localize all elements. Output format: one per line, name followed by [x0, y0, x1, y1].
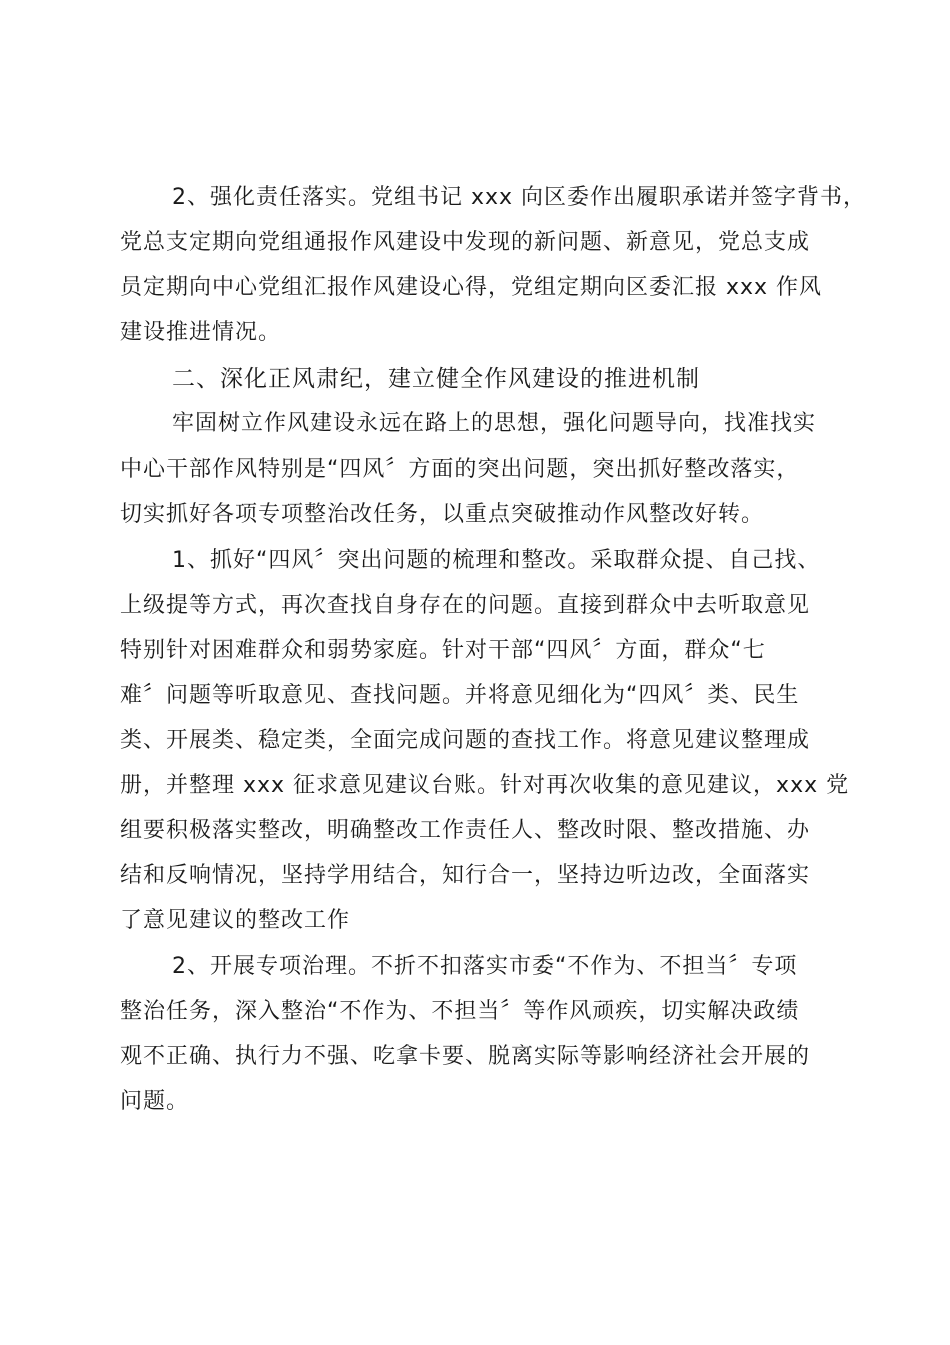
text-line-1: 2、强化责任落实。党组书记 xxx 向区委作出履职承诺并签字背书， [172, 185, 867, 210]
text-line-11: 特别针对困难群众和弱势家庭。针对干部“四风〞方面，群众“七 [120, 638, 766, 663]
text-line-20: 观不正确、执行力不强、吃拿卡要、脱离实际等影响经济社会开展的 [120, 1044, 811, 1069]
text-line-17: 了意见建议的整改工作 [120, 908, 351, 933]
section-heading-2: 二、深化正风肃纪，建立健全作风建设的推进机制 [172, 366, 700, 392]
text-line-4: 建设推进情况。 [120, 320, 282, 345]
text-line-3: 员定期向中心党组汇报作风建设心得，党组定期向区委汇报 xxx 作风 [120, 275, 823, 300]
text-line-16: 结和反响情况，坚持学用结合，知行合一，坚持边听边改，全面落实 [120, 863, 811, 888]
text-line-12: 难〞问题等听取意见、查找问题。并将意见细化为“四风〞类、民生 [120, 683, 800, 708]
text-line-10: 上级提等方式，再次查找自身存在的问题。直接到群众中去听取意见 [120, 593, 811, 618]
text-line-21: 问题。 [120, 1089, 190, 1114]
text-line-18: 2、开展专项治理。不折不扣落实市委“不作为、不担当〞专项 [172, 954, 798, 979]
text-line-14: 册，并整理 xxx 征求意见建议台账。针对再次收集的意见建议，xxx 党 [120, 773, 850, 798]
text-line-2: 党总支定期向党组通报作风建设中发现的新问题、新意见，党总支成 [120, 230, 811, 255]
text-line-8: 切实抓好各项专项整治改任务，以重点突破推动作风整改好转。 [120, 502, 765, 527]
text-line-9: 1、抓好“四风〞突出问题的梳理和整改。采取群众提、自己找、 [172, 548, 821, 573]
text-line-19: 整治任务，深入整治“不作为、不担当〞等作风顽疾，切实解决政绩 [120, 999, 800, 1024]
text-line-15: 组要积极落实整改，明确整改工作责任人、整改时限、整改措施、办 [120, 818, 811, 843]
text-line-13: 类、开展类、稳定类，全面完成问题的查找工作。将意见建议整理成 [120, 728, 811, 753]
text-line-6: 牢固树立作风建设永远在路上的思想，强化问题导向，找准找实 [172, 411, 817, 436]
text-line-7: 中心干部作风特别是“四风〞方面的突出问题，突出抓好整改落实， [120, 457, 800, 482]
